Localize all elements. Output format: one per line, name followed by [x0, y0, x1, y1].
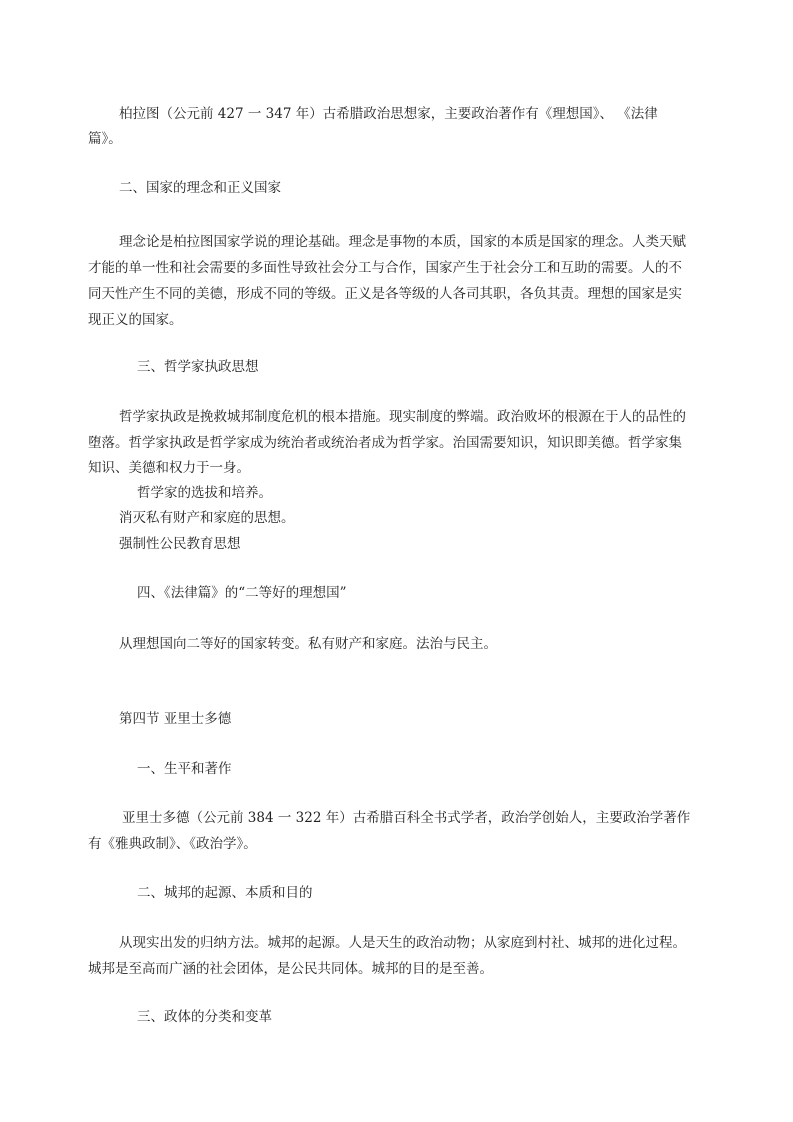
item-abolish: 消灭私有财产和家庭的思想。 — [119, 510, 295, 526]
plato-intro-line-1: 柏拉图（公元前 427 一 347 年）古希腊政治思想家，主要政治著作有《理想国》、 《法律 — [119, 106, 658, 122]
heading-state-justice: 二、国家的理念和正义国家 — [119, 180, 281, 196]
ideas-line-2: 才能的单一性和社会需要的多面性导致社会分工与合作，国家产生于社会分工和互助的需要。人的不 — [88, 260, 682, 276]
ideas-line-1: 理念论是柏拉图国家学说的理论基础。理念是事物的本质，国家的本质是国家的理念。人类天赋 — [119, 234, 686, 250]
aristotle-intro-line-2: 有《雅典政制》、《政治学》。 — [88, 836, 257, 852]
heading-polity: 三、政体的分类和变革 — [137, 1009, 272, 1025]
city-state-line-1: 从现实出发的归纳方法。城邦的起源。人是天生的政治动物；从家庭到村社、城邦的进化过程。 — [119, 935, 686, 951]
item-selection: 哲学家的选拔和培养。 — [137, 485, 272, 501]
heading-section-4: 第四节 亚里士多德 — [119, 711, 232, 727]
philosopher-line-1: 哲学家执政是挽救城邦制度危机的根本措施。现实制度的弊端。政治败坏的根源在于人的品性的 — [119, 409, 686, 425]
ideas-line-3: 同天性产生不同的美德，形成不同的等级。正义是各等级的人各司其职，各负其责。理想的国家是实 — [88, 286, 682, 302]
philosopher-line-2: 堕落。哲学家执政是哲学家成为统治者或统治者成为哲学家。治国需要知识，知识即美德。哲学家集 — [88, 435, 682, 451]
item-education: 强制性公民教育思想 — [119, 536, 241, 552]
city-state-line-2: 城邦是至高而广涵的社会团体，是公民共同体。城邦的目的是至善。 — [88, 961, 493, 977]
heading-philosopher-rule: 三、哲学家执政思想 — [137, 359, 259, 375]
ideas-line-4: 现正义的国家。 — [88, 312, 183, 328]
heading-city-state: 二、城邦的起源、本质和目的 — [137, 885, 313, 901]
paragraph-laws: 从理想国向二等好的国家转变。私有财产和家庭。法治与民主。 — [119, 636, 497, 652]
heading-life: 一、生平和著作 — [137, 761, 232, 777]
heading-laws: 四、《法律篇》的“二等好的理想国” — [137, 585, 347, 601]
philosopher-line-3: 知识、美德和权力于一身。 — [88, 460, 250, 476]
aristotle-intro-line-1: 亚里士多德（公元前 384 一 322 年）古希腊百科全书式学者，政治学创始人，主要政治学著作 — [122, 810, 691, 826]
plato-intro-line-2: 篇》。 — [88, 131, 122, 147]
